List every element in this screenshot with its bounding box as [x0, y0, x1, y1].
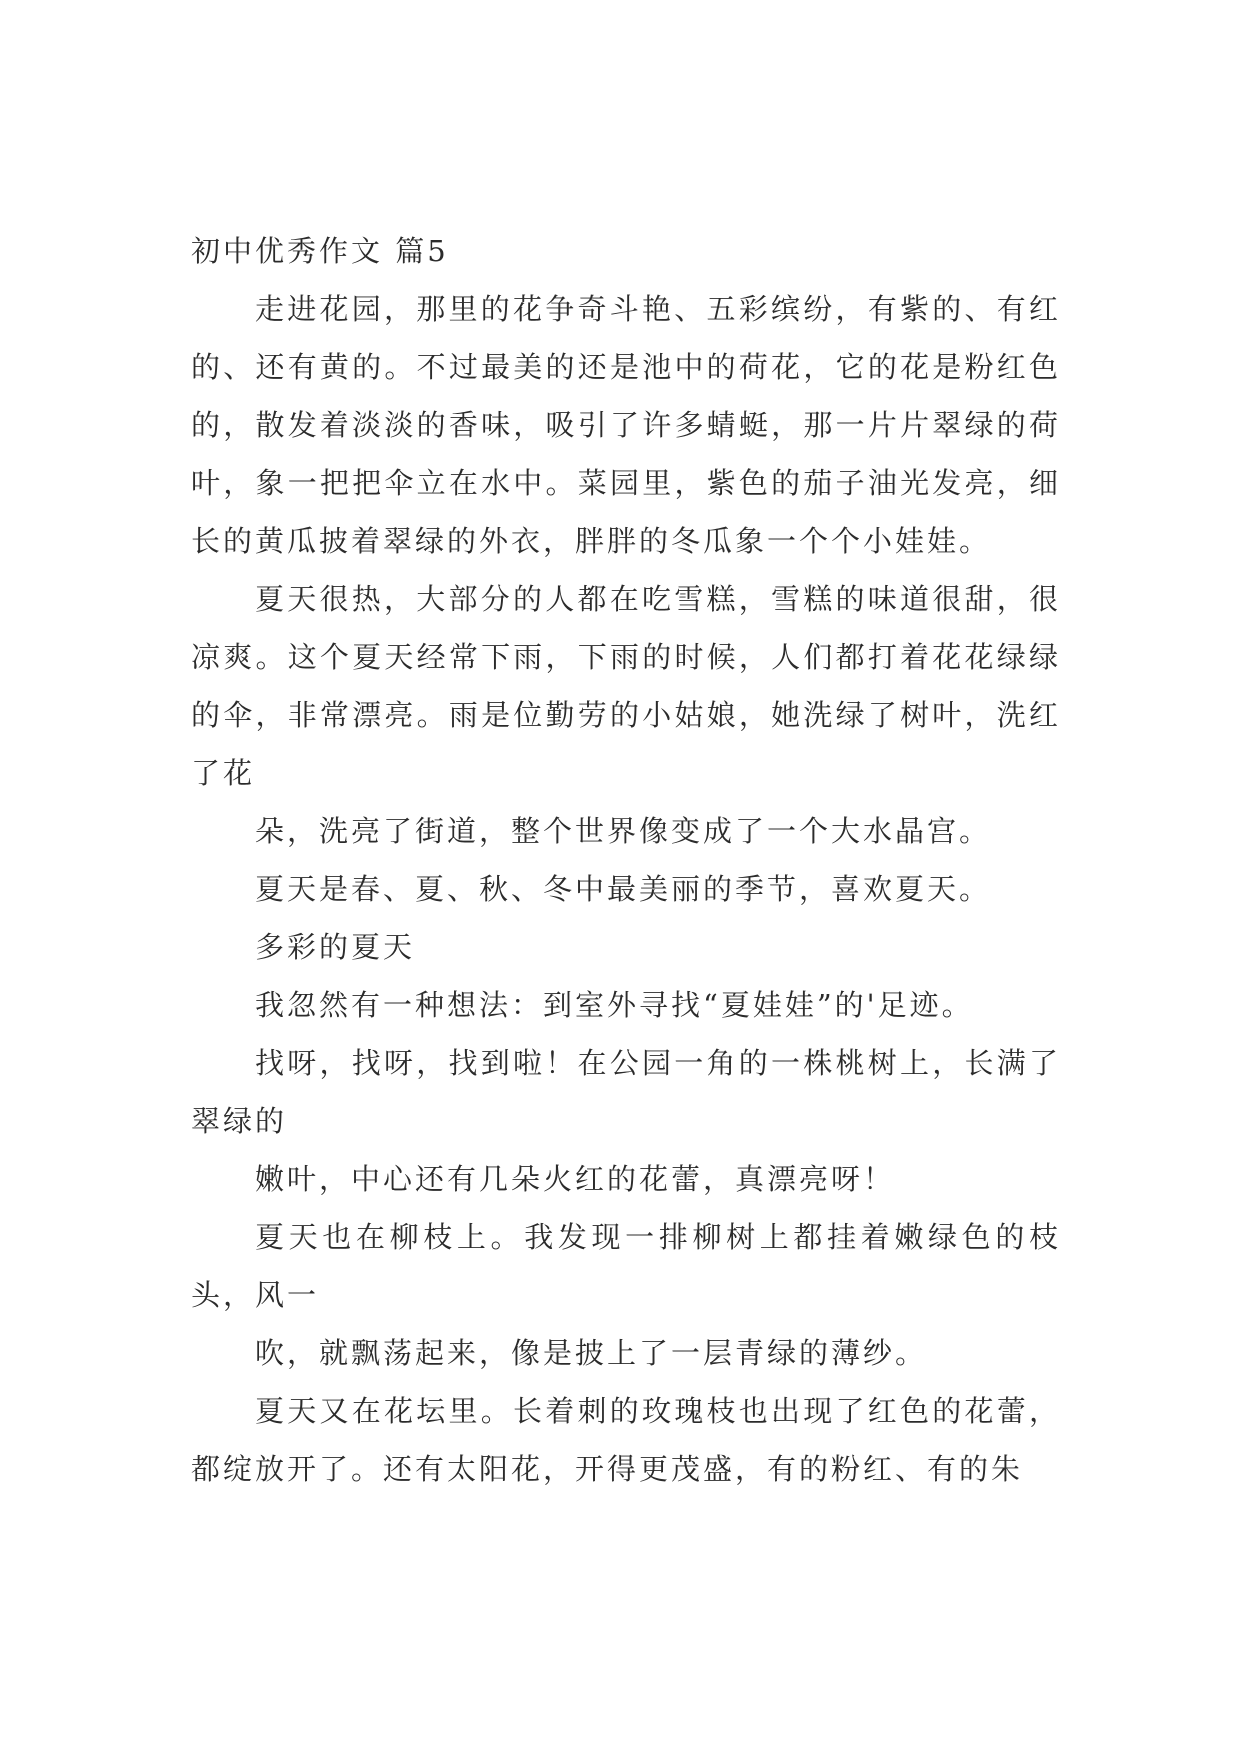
paragraph-9: 夏天也在柳枝上。我发现一排柳树上都挂着嫩绿色的枝头，风一	[191, 1220, 1061, 1312]
paragraph-3: 朵，洗亮了街道，整个世界像变成了一个大水晶宫。	[255, 814, 992, 848]
paragraph-2: 夏天很热，大部分的人都在吃雪糕，雪糕的味道很甜，很凉爽。这个夏天经常下雨，下雨的时候，人们都打着花花绿绿的伞，非常漂亮。雨是位勤劳的小姑娘，她洗绿了树叶，洗红了花	[191, 582, 1061, 790]
paragraph-7: 找呀，找呀，找到啦！在公园一角的一株桃树上，长满了翠绿的	[191, 1046, 1061, 1138]
paragraph-4: 夏天是春、夏、秋、冬中最美丽的季节，喜欢夏天。	[255, 872, 992, 906]
section-heading: 多彩的夏天	[255, 930, 416, 964]
paragraph-11: 夏天又在花坛里。长着刺的玫瑰枝也出现了红色的花蕾，都绽放开了。还有太阳花，开得更茂盛，有的粉红、有的朱	[191, 1394, 1061, 1486]
paragraph-10: 吹，就飘荡起来，像是披上了一层青绿的薄纱。	[255, 1336, 928, 1370]
document-body	[191, 222, 1061, 1498]
document-title: 初中优秀作文 篇5	[191, 234, 449, 268]
paragraph-8: 嫩叶，中心还有几朵火红的花蕾，真漂亮呀！	[255, 1162, 896, 1196]
paragraph-1: 走进花园，那里的花争奇斗艳、五彩缤纷，有紫的、有红的、还有黄的。不过最美的还是池中的荷花，它的花是粉红色的，散发着淡淡的香味，吸引了许多蜻蜓，那一片片翠绿的荷叶，象一把把伞立在水中。菜园里，紫色的茄子油光发亮，细长的黄瓜披着翠绿的外衣，胖胖的冬瓜象一个个小娃娃。	[191, 292, 1061, 558]
paragraph-6: 我忽然有一种想法：到室外寻找“夏娃娃”的'足迹。	[255, 988, 974, 1022]
